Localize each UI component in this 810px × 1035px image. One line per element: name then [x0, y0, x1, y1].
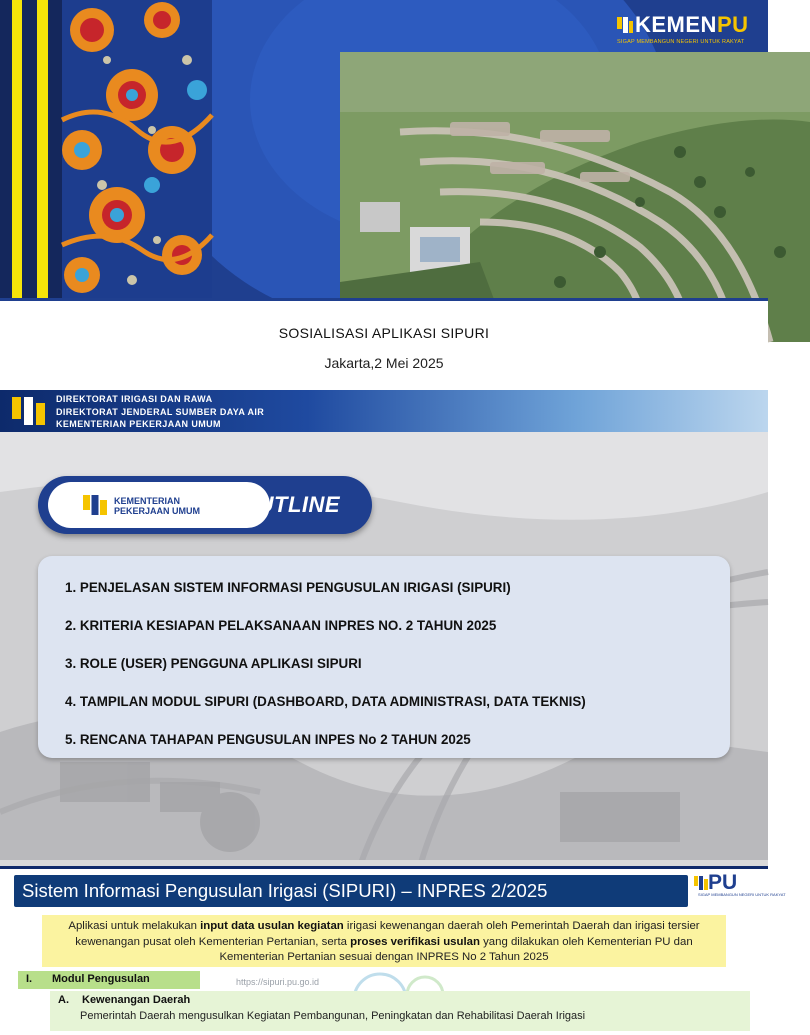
presentation-title: SOSIALISASI APLIKASI SIPURI: [278, 325, 490, 341]
outline-item: 3. ROLE (USER) PENGGUNA APLIKASI SIPURI: [65, 656, 362, 671]
outline-heading: OUTLINE: [240, 492, 341, 517]
outline-item: 5. RENCANA TAHAPAN PENGUSULAN INPES No 2 TAHUN 2025: [65, 732, 471, 747]
pu-emblem-icon: [82, 492, 108, 518]
presentation-date: Jakarta,2 Mei 2025: [324, 355, 444, 371]
outline-item: 4. TAMPILAN MODUL SIPURI (DASHBOARD, DATA ADMINISTRASI, DATA TEKNIS): [65, 694, 586, 709]
pu-emblem-icon: [694, 874, 708, 891]
left-stripe-navy-3: [48, 0, 62, 298]
kemenpu-wordmark-pu: PU: [716, 12, 749, 37]
subsection-description: Pemerintah Daerah mengusulkan Kegiatan Pembangunan, Peningkatan dan Rehabilitasi Daerah Irigasi: [80, 1010, 586, 1022]
outline-list-box: [38, 556, 730, 758]
outline-item: 2. KRITERIA KESIAPAN PELAKSANAAN INPRES NO. 2 TAHUN 2025: [65, 618, 497, 633]
pu-logo: [694, 871, 786, 905]
pu-emblem-icon: [10, 393, 48, 429]
pu-tagline: SIGAP MEMBANGUN NEGERI UNTUK RAKYAT: [698, 892, 786, 897]
organization-footer: [0, 390, 768, 432]
kemenpu-tagline: SIGAP MEMBANGUN NEGERI UNTUK RAKYAT: [617, 39, 745, 45]
website-url-watermark: https://sipuri.pu.go.id: [236, 977, 320, 987]
ministry-name: [114, 496, 200, 516]
outline-header: [38, 476, 372, 534]
slide-title-bar: [14, 875, 688, 907]
ministry-name-line-2: PEKERJAAN UMUM: [114, 506, 201, 516]
app-description: Aplikasi untuk melakukan input data usulan kegiatan irigasi kewenangan daerah oleh Pemerintah Daerah dan irigasi tersier kewenangan pusat oleh Kementerian Pertanian, serta proses verifikasi usulan yang dilakukan oleh Kementerian PU dan Kementerian Pertanian sesuai dengan INPRES No 2 Tahun 2025: [68, 920, 700, 963]
title-slide: [0, 0, 768, 432]
org-line-1: DIREKTORAT IRIGASI DAN RAWA: [56, 394, 213, 404]
section-header: [18, 971, 200, 989]
title-banner: [0, 0, 768, 298]
kemenpu-wordmark: KEMENPU: [635, 12, 749, 37]
pu-emblem-icon: [617, 15, 633, 35]
outline-slide: [0, 432, 768, 866]
pu-wordmark: PU: [708, 871, 738, 894]
title-box: [0, 298, 768, 393]
org-line-3: KEMENTERIAN PEKERJAAN UMUM: [56, 419, 221, 429]
section-title: Modul Pengusulan: [52, 973, 150, 985]
subsection-title: Kewenangan Daerah: [82, 994, 191, 1006]
left-stripe-yellow: [12, 0, 22, 298]
ministry-badge: [48, 482, 270, 528]
subsection-number: A.: [58, 994, 69, 1006]
left-stripe-navy: [0, 0, 12, 298]
kemenpu-logo: [617, 12, 762, 52]
sipuri-intro-slide: [0, 866, 786, 1024]
subsection-box: [50, 991, 750, 1031]
batik-pattern-image: [62, 0, 212, 298]
left-stripe-navy-2: [22, 0, 37, 298]
org-line-2: DIREKTORAT JENDERAL SUMBER DAYA AIR: [56, 406, 265, 417]
ministry-name-line-1: KEMENTERIAN: [114, 496, 181, 506]
organization-names: [56, 393, 264, 431]
slide-title: Sistem Informasi Pengusulan Irigasi (SIPURI) – INPRES 2/2025: [22, 880, 548, 901]
left-stripe-yellow-2: [37, 0, 48, 298]
section-number: I.: [26, 973, 33, 985]
outline-item: 1. PENJELASAN SISTEM INFORMASI PENGUSULAN IRIGASI (SIPURI): [65, 580, 511, 595]
